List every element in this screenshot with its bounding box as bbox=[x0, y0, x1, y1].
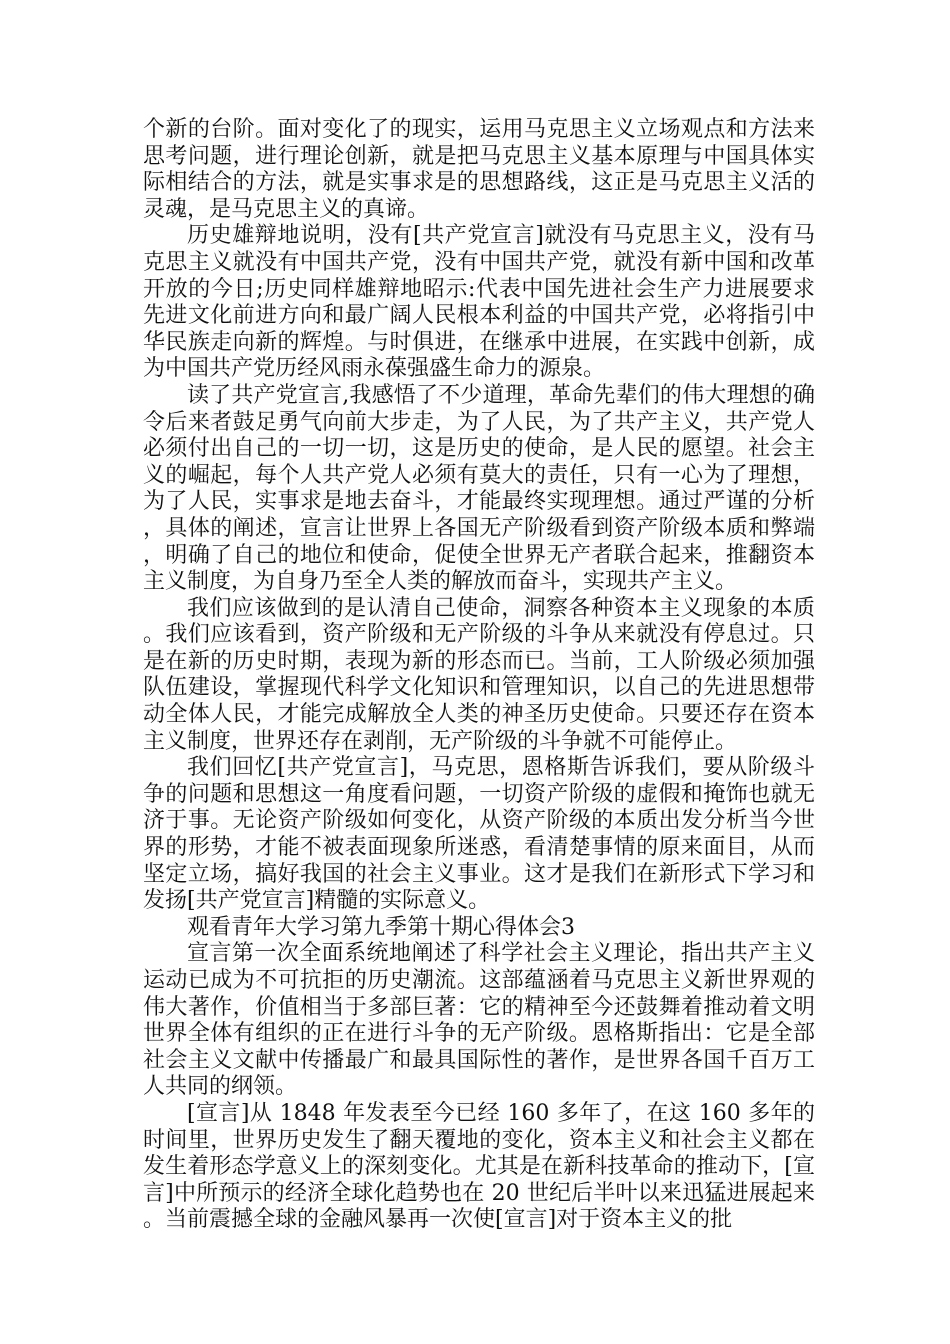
paragraph-3: 读了共产党宣言,我感悟了不少道理，革命先辈们的伟大理想的确令后来者鼓足勇气向前大步走，为了人民，为了共产主义，共产党人必须付出自己的一切一切，这是历史的使命，是人民的愿望。社会主义的崛起，每个人共产党人必须有莫大的责任，只有一心为了理想，为了人民，实事求是地去奋斗，才能最终实现理想。通过严谨的分析，具体的阐述，宣言让世界上各国无产阶级看到资产阶级本质和弊端，明确了自己的地位和使命，促使全世界无产者联合起来，推翻资本主义制度，为自身乃至全人类的解放而奋斗，实现共产主义。 bbox=[143, 382, 815, 595]
paragraph-5: 我们回忆[共产党宣言]，马克思，恩格斯告诉我们，要从阶级斗争的问题和思想这一角度看问题，一切资产阶级的虚假和掩饰也就无济于事。无论资产阶级如何变化，从资产阶级的本质出发分析当今世界的形势，才能不被表面现象所迷惑，看清楚事情的原来面目，从而坚定立场，搞好我国的社会主义事业。这才是我们在新形式下学习和发扬[共产党宣言]精髓的实际意义。 bbox=[143, 755, 815, 914]
paragraph-6: 宣言第一次全面系统地阐述了科学社会主义理论，指出共产主义运动已成为不可抗拒的历史潮流。这部蕴涵着马克思主义新世界观的伟大著作，价值相当于多部巨著：它的精神至今还鼓舞着推动着文明世界全体有组织的正在进行斗争的无产阶级。恩格斯指出：它是全部社会主义文献中传播最广和最具国际性的著作，是世界各国千百万工人共同的纲领。 bbox=[143, 941, 815, 1100]
paragraph-2: 历史雄辩地说明，没有[共产党宣言]就没有马克思主义，没有马克思主义就没有中国共产党，没有中国共产党，就没有新中国和改革开放的今日;历史同样雄辩地昭示:代表中国先进社会生产力进展要求先进文化前进方向和最广阔人民根本利益的中国共产党，必将指引中华民族走向新的辉煌。与时俱进，在继承中进展，在实践中创新，成为中国共产党历经风雨永葆强盛生命力的源泉。 bbox=[143, 223, 815, 382]
section-heading: 观看青年大学习第九季第十期心得体会3 bbox=[187, 914, 575, 940]
paragraph-4: 我们应该做到的是认清自己使命，洞察各种资本主义现象的本质。我们应该看到，资产阶级和无产阶级的斗争从来就没有停息过。只是在新的历史时期，表现为新的形态而已。当前，工人阶级必须加强队伍建设，掌握现代科学文化知识和管理知识，以自己的先进思想带动全体人民，才能完成解放全人类的神圣历史使命。只要还存在资本主义制度，世界还存在剥削，无产阶级的斗争就不可能停止。 bbox=[143, 595, 815, 754]
paragraph-1: 个新的台阶。面对变化了的现实，运用马克思主义立场观点和方法来思考问题，进行理论创新，就是把马克思主义基本原理与中国具体实际相结合的方法，就是实事求是的思想路线，这正是马克思主义活的灵魂，是马克思主义的真谛。 bbox=[143, 117, 815, 222]
document-body bbox=[143, 117, 815, 1234]
paragraph-7: [宣言]从 1848 年发表至今已经 160 多年了，在这 160 多年的时间里，世界历史发生了翻天覆地的变化，资本主义和社会主义都在发生着形态学意义上的深刻变化。尤其是在新科技革命的推动下，[宣言]中所预示的经济全球化趋势也在 20 世纪后半叶以来迅猛进展起来。当前震撼全球的金融风暴再一次使[宣言]对于资本主义的批 bbox=[143, 1100, 815, 1233]
